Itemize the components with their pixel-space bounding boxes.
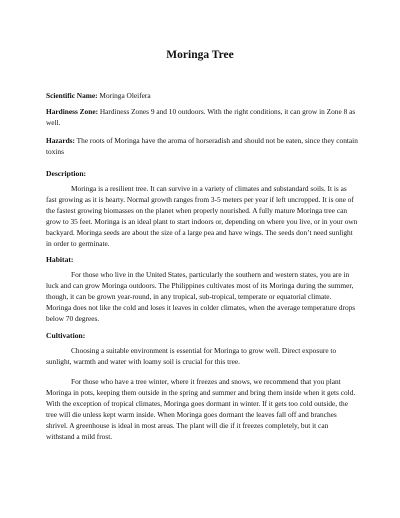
cultivation-heading: Cultivation: [46, 331, 86, 340]
hazards-label: Hazards: [46, 136, 75, 145]
hardiness-zone-value: Hardiness Zones 9 and 10 outdoors. With the right conditions, it can grow in Zone 8 as well. [46, 107, 356, 127]
hazards-value: The roots of Moringa have the aroma of horseradish and should not be eaten, since they contain toxins [46, 136, 358, 156]
cultivation-paragraph: For those who have a tree winter, where it freezes and snows, we recommend that you plant Moringa in pots, keeping them outside in the spring and summer and bring them inside when it gets cold. With the exception of tropical climates, Moringa goes dormant in winter. If it gets too cold outside, the tree will die unless kept warm inside. When Moringa goes dormant the leaves fall off and branches shrivel. A greenhouse is ideal in most areas. The plant will die if it freezes completely, but it can withstand a mild frost. [46, 377, 356, 441]
hardiness-zone-label: Hardiness Zone: [46, 107, 99, 116]
description-heading: Description: [46, 169, 87, 178]
habitat-text: For those who live in the United States, particularly the southern and western states, you are in luck and can grow Moringa outdoors. The Philippines cultivates most of its Moringa during the summer, though, it can be grown year-round, in any tropical, sub-tropical, temperate or equatorial climate. Moringa does not like the cold and loses it leaves in colder climates, when the average temperature drops below 70 degrees. [46, 270, 356, 323]
hazards-line [46, 135, 358, 157]
habitat-heading: Habitat: [46, 255, 74, 264]
scientific-name-line [46, 90, 358, 101]
scientific-name-value: Moringa Oleifera [97, 91, 151, 100]
scientific-name-label: Scientific Name: [46, 91, 98, 100]
cultivation-paragraph: Choosing a suitable environment is essential for Moringa to grow well. Direct exposure to sunlight, warmth and water with loamy soil is crucial for this tree. [46, 346, 337, 366]
description-text: Moringa is a resilient tree. It can survive in a variety of climates and substandard soils. It is as fast growing as it is hearty. Normal growth ranges from 3-5 meters per year if left uncropped. It is one of the fastest growing biomasses on the planet when properly nourished. A fully mature Moringa tree can grow to 35 feet. Moringa is an ideal plant to start indoors or, depending on where you live, or in your own backyard. Moringa seeds are about the size of a large pea and have wings. The seeds don’t need sunlight in order to germinate. [46, 184, 358, 248]
hardiness-zone-line [46, 106, 358, 128]
page-title: Moringa Tree [166, 49, 234, 61]
